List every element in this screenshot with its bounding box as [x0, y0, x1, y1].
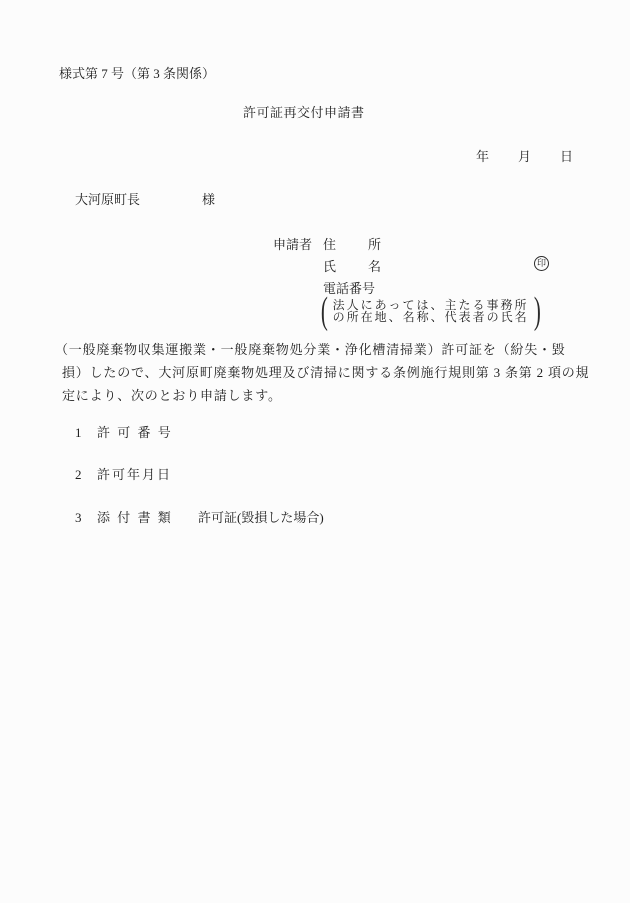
addressee-honorific: 様: [202, 192, 216, 207]
item2-label-permit-date: 許可年月日: [97, 467, 173, 482]
applicant-address-label: 住 所: [323, 237, 384, 252]
item3-value-attachment-detail: 許可証(毀損した場合): [198, 510, 324, 525]
applicant-phone-label: 電話番号: [323, 281, 376, 296]
applicant-name-label: 氏 名: [323, 259, 384, 274]
body-paragraph-line2: 損）したので、大河原町廃棄物処理及び清掃に関する条例施行規則第 3 条第 2 項の規: [62, 365, 590, 380]
note-close-paren: ): [533, 290, 541, 332]
item1-number: 1: [75, 425, 82, 440]
applicant-label: 申請者: [273, 237, 313, 252]
seal-character: 印: [536, 258, 546, 268]
body-paragraph-line3: 定により、次のとおり申請します。: [62, 388, 282, 403]
note-open-paren: (: [320, 290, 328, 332]
item3-number: 3: [75, 510, 82, 525]
corporate-note-line1: 法人にあっては、主たる事務所: [332, 297, 529, 312]
item2-number: 2: [75, 467, 82, 482]
addressee-name: 大河原町長: [75, 192, 141, 207]
form-number: 様式第 7 号（第 3 条関係）: [59, 66, 216, 81]
item1-label-permit-number: 許 可 番 号: [97, 425, 173, 440]
seal-mark-icon: [534, 256, 549, 271]
item3-label-attachments: 添 付 書 類: [97, 510, 173, 525]
body-paragraph-line1: （一般廃棄物収集運搬業・一般廃棄物処分業・浄化槽清掃業）許可証を（紛失・毀: [55, 342, 566, 357]
document-title: 許可証再交付申請書: [243, 105, 365, 120]
corporate-note-text: [333, 299, 529, 324]
corporate-note: [318, 290, 543, 332]
date-line: 年 月 日: [476, 149, 575, 164]
corporate-note-line2: の所在地、名称、代表者の氏名: [332, 310, 529, 324]
